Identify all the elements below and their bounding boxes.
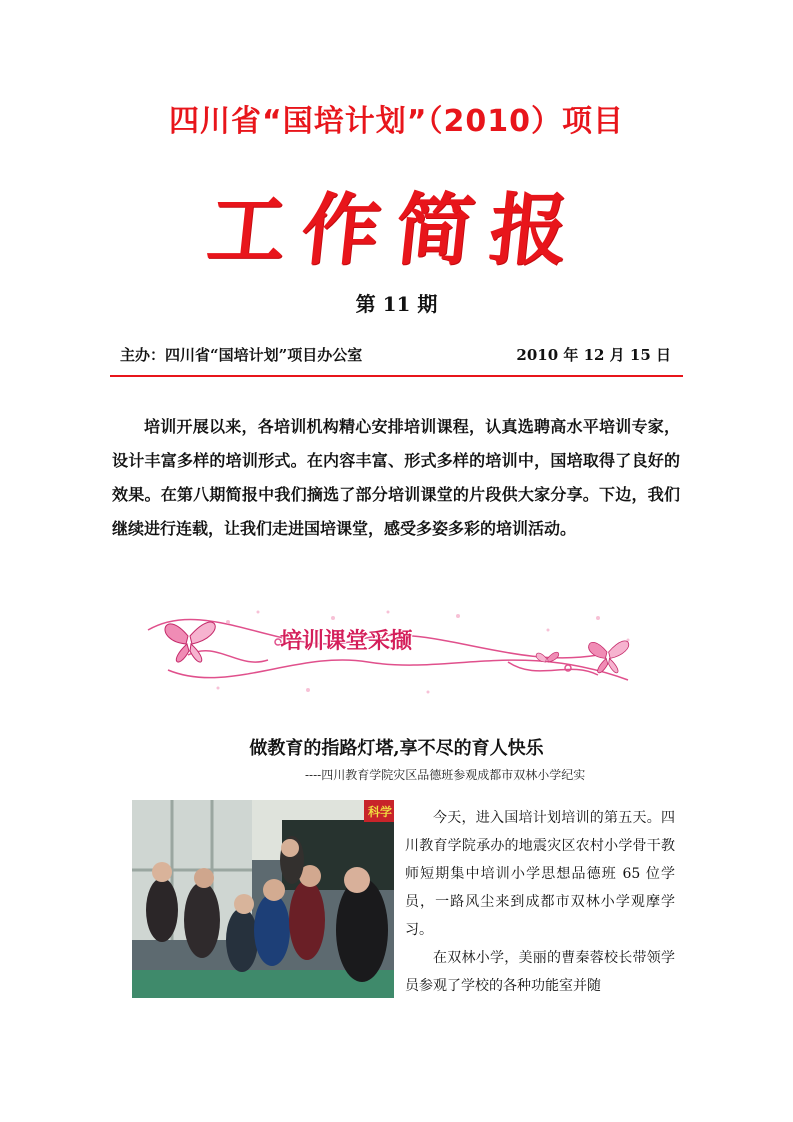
classroom-sign: 科学 <box>368 805 393 819</box>
issue-date: 2010 年 12 月 15 日 <box>516 346 671 364</box>
header-divider <box>110 375 683 377</box>
header-title: 四川省“国培计划”（2010）项目 <box>169 104 624 139</box>
article-paragraph: 在双林小学，美丽的曹秦蓉校长带领学员参观了学校的各种功能室并随 <box>405 950 675 994</box>
article-title: 做教育的指路灯塔,享不尽的育人快乐 <box>249 738 544 759</box>
banner-title: 培训课堂采撷 <box>280 629 413 654</box>
issue-number: 第 11 期 <box>355 292 438 316</box>
butterfly-icon <box>165 622 215 662</box>
butterfly-icon <box>589 641 629 673</box>
article-subtitle: ----四川教育学院灾区品德班参观成都市双林小学纪实 <box>305 768 586 782</box>
masthead-title: 工作简报 <box>203 185 589 276</box>
article-paragraph: 今天，进入国培计划培训的第五天。四川教育学院承办的地震灾区农村小学骨干教师短期集中培训小学思想品德班 65 位学员，一路风尘来到成都市双林小学观摩学习。 <box>405 810 675 938</box>
article-body <box>405 804 675 1000</box>
intro-paragraph: 培训开展以来，各培训机构精心安排培训课程，认真选聘高水平培训专家，设计丰富多样的培训形式。在内容丰富、形式多样的培训中，国培取得了良好的效果。在第八期简报中我们摘选了部分培训课堂的片段供大家分享。下边，我们继续进行连载，让我们走进国培课堂，感受多姿多彩的培训活动。 <box>112 417 680 538</box>
sponsor-line: 主办：四川省“国培计划”项目办公室 <box>120 346 363 364</box>
classroom-photo <box>132 800 394 998</box>
